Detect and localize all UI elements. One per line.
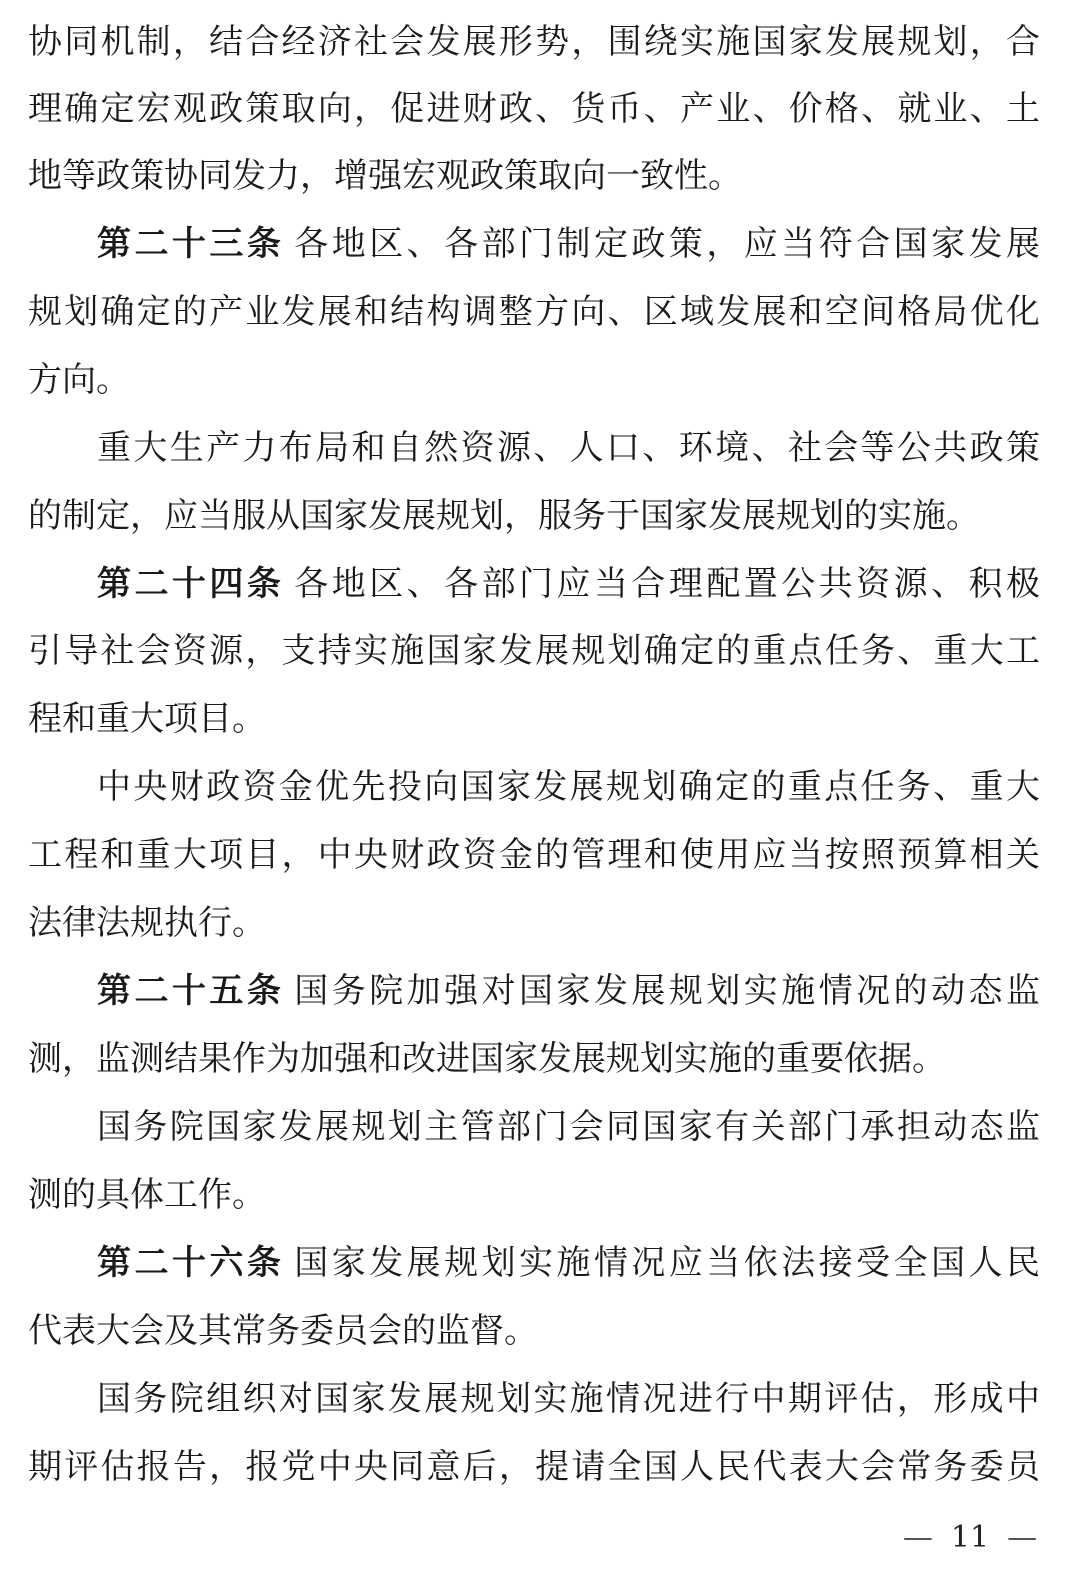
page-number-dash-right: — <box>1007 1520 1038 1555</box>
body-line: 的制定，应当服从国家发展规划，服务于国家发展规划的实施。 <box>28 496 980 536</box>
body-line: 规划确定的产业发展和结构调整方向、区域发展和空间格局优化 <box>28 292 1040 332</box>
body-line: 测的具体工作。 <box>28 1175 266 1215</box>
page-number-dash-left: — <box>902 1520 933 1555</box>
body-line: 工程和重大项目，中央财政资金的管理和使用应当按照预算相关 <box>28 835 1040 875</box>
paragraph-line: 国务院国家发展规划主管部门会同国家有关部门承担动态监 <box>97 1107 1040 1147</box>
body-line: 程和重大项目。 <box>28 699 266 739</box>
paragraph-line: 国务院组织对国家发展规划实施情况进行中期评估，形成中 <box>97 1379 1040 1419</box>
body-line: 协同机制，结合经济社会发展形势，围绕实施国家发展规划，合 <box>28 22 1040 62</box>
page-number <box>870 1518 1070 1558</box>
article-25-line: 第二十五条 国务院加强对国家发展规划实施情况的动态监 <box>97 971 1041 1011</box>
body-line: 理确定宏观政策取向，促进财政、货币、产业、价格、就业、土 <box>28 89 1040 129</box>
body-line: 测，监测结果作为加强和改进国家发展规划实施的重要依据。 <box>28 1039 946 1079</box>
article-heading: 第二十五条 <box>97 971 285 1011</box>
article-23-line: 第二十三条 各地区、各部门制定政策，应当符合国家发展 <box>97 224 1041 264</box>
body-line: 地等政策协同发力，增强宏观政策取向一致性。 <box>28 156 742 196</box>
article-24-line: 第二十四条 各地区、各部门应当合理配置公共资源、积极 <box>97 564 1041 604</box>
paragraph-line: 重大生产力布局和自然资源、人口、环境、社会等公共政策 <box>97 428 1040 468</box>
page-number-value: 11 <box>950 1520 990 1555</box>
body-line: 法律法规执行。 <box>28 903 266 943</box>
article-26-line: 第二十六条 国家发展规划实施情况应当依法接受全国人民 <box>97 1243 1041 1283</box>
article-heading: 第二十六条 <box>97 1243 285 1283</box>
body-line: 引导社会资源，支持实施国家发展规划确定的重点任务、重大工 <box>28 631 1040 671</box>
body-line: 方向。 <box>28 360 130 400</box>
article-heading: 第二十四条 <box>97 564 285 604</box>
paragraph-line: 中央财政资金优先投向国家发展规划确定的重点任务、重大 <box>97 767 1040 807</box>
article-heading: 第二十三条 <box>97 224 285 264</box>
body-line: 期评估报告，报党中央同意后，提请全国人民代表大会常务委员 <box>28 1447 1040 1487</box>
body-line: 代表大会及其常务委员会的监督。 <box>28 1311 538 1351</box>
